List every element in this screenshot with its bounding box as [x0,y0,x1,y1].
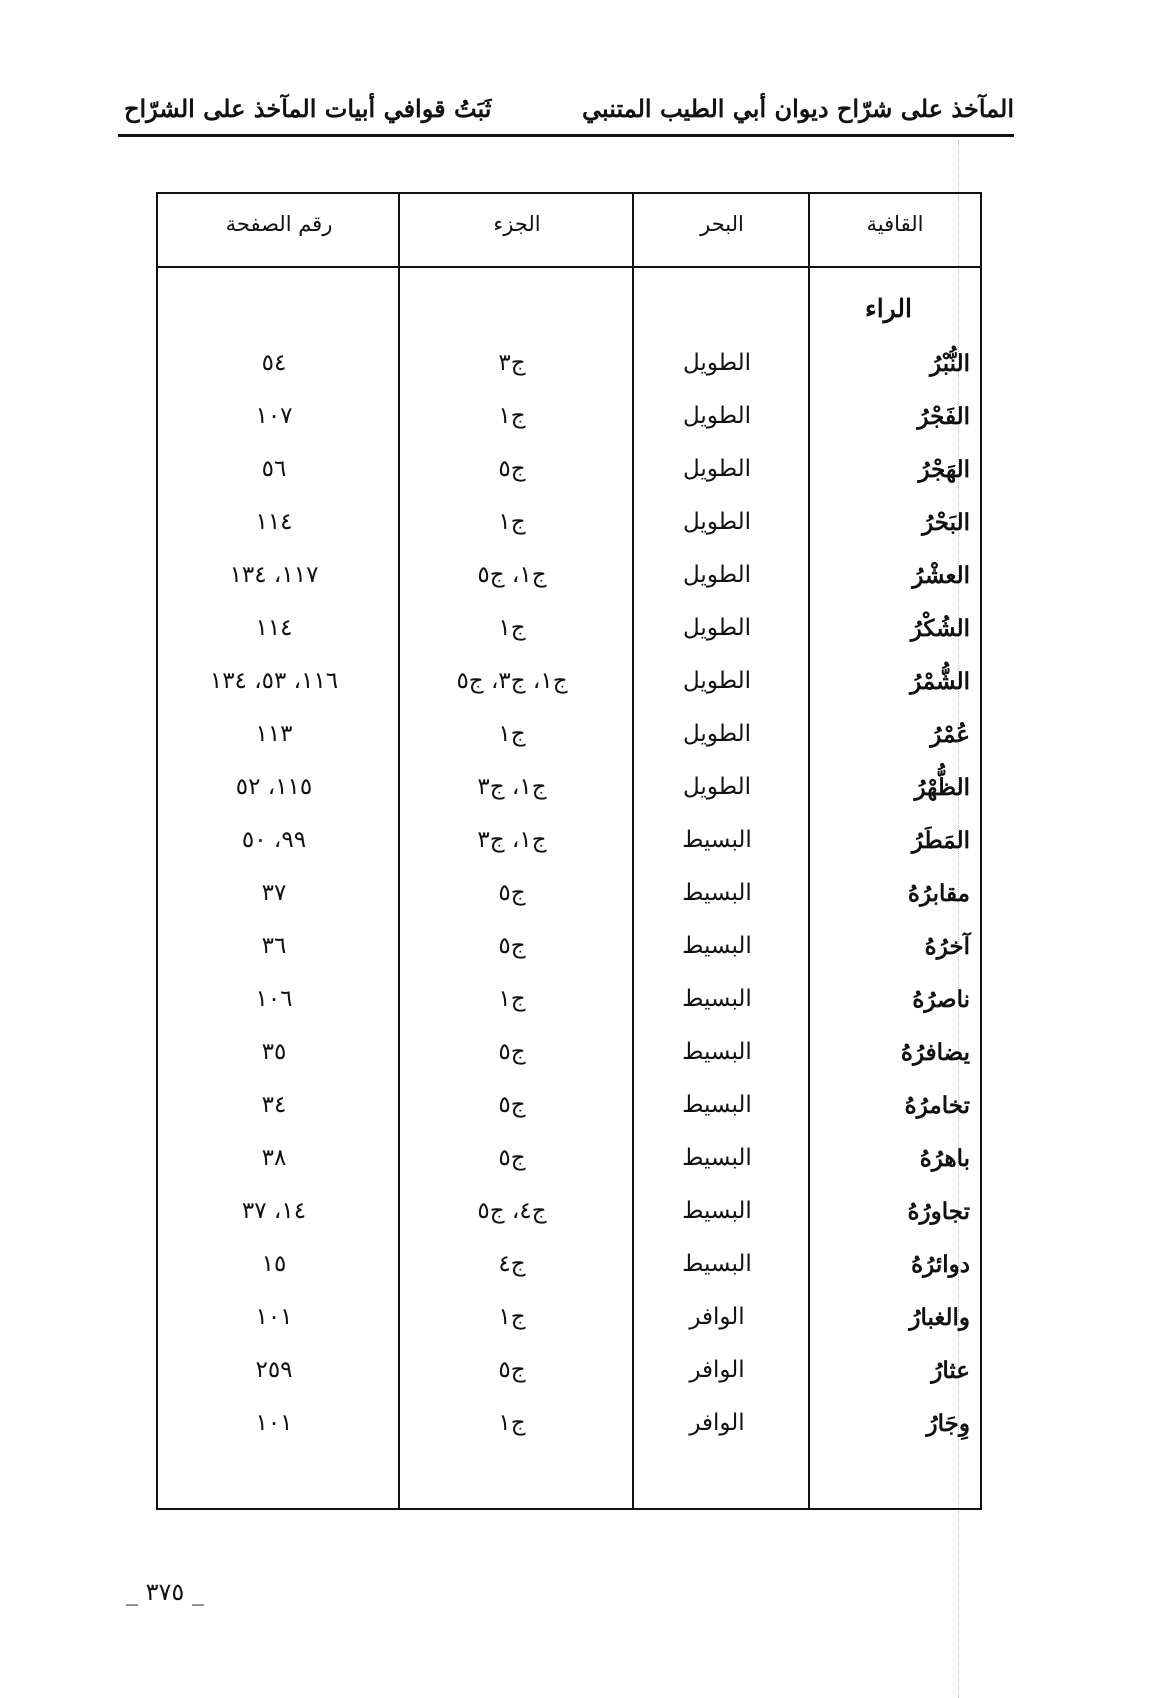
running-head-book-title: المآخذ على شرّاح ديوان أبي الطيب المتنبي [582,94,1014,123]
bahr-cell: الطويل [683,350,751,376]
bahr-cell: الطويل [683,668,751,694]
column-header-page: رقم الصفحة [225,212,333,236]
juz-cell: ج٥ [498,880,526,906]
table-row [158,1404,980,1457]
qafiya-cell: مقابرُهُ [907,880,970,907]
bahr-cell: الطويل [683,509,751,535]
page-cell: ١٠١ [255,1304,293,1330]
qafiya-cell: يضافرُهُ [900,1039,970,1066]
bahr-cell: الوافر [689,1410,745,1436]
page-cell: ٣٨ [261,1145,287,1171]
table-row [158,768,980,821]
bahr-cell: الوافر [689,1357,745,1383]
page-cell: ١٠١ [255,1410,293,1436]
page-cell: ١١٣ [255,721,293,747]
qafiya-cell: عُمْرُ [930,721,970,748]
bahr-cell: البسيط [682,880,752,906]
table-row [158,715,980,768]
juz-cell: ج١، ج٣ [477,774,547,800]
qafiya-cell: الظُّهْرُ [914,774,970,801]
juz-cell: ج١ [498,403,526,429]
juz-cell: ج١ [498,509,526,535]
juz-cell: ج١، ج٣، ج٥ [456,668,568,694]
page-cell: ١١٧، ١٣٤ [229,562,319,588]
column-header-bahr: البحر [700,212,744,236]
qafiya-cell: البَحْرُ [922,509,970,536]
page-cell: ٣٦ [261,933,287,959]
qafiya-cell: الشُّمْرُ [910,668,970,695]
juz-cell: ج١ [498,1410,526,1436]
qafiya-cell: النُّبْرُ [930,350,970,377]
table-body [158,344,980,1457]
juz-cell: ج٥ [498,456,526,482]
bahr-cell: الطويل [683,562,751,588]
qafiya-cell: العشْرُ [912,562,970,589]
section-title-ra: الراء [864,294,912,323]
qafiya-cell: آخرُهُ [924,933,970,960]
header-divider [158,266,980,268]
bahr-cell: البسيط [682,933,752,959]
bahr-cell: البسيط [682,827,752,853]
table-row [158,450,980,503]
table-row [158,662,980,715]
page-cell: ١١٤ [255,615,293,641]
table-row [158,874,980,927]
bahr-cell: البسيط [682,986,752,1012]
page-cell: ١١٦، ٥٣، ١٣٤ [209,668,339,694]
qafiya-cell: تجاورُهُ [907,1198,970,1225]
bahr-cell: البسيط [682,1039,752,1065]
column-header-qafiya: القافية [866,212,924,236]
juz-cell: ج١، ج٣ [477,827,547,853]
juz-cell: ج١ [498,615,526,641]
rhymes-table [156,192,982,1510]
bahr-cell: البسيط [682,1145,752,1171]
juz-cell: ج٥ [498,1145,526,1171]
bahr-cell: الوافر [689,1304,745,1330]
juz-cell: ج٥ [498,1092,526,1118]
qafiya-cell: باهرُهُ [919,1145,970,1172]
table-row [158,980,980,1033]
qafiya-cell: والغبارُ [909,1304,970,1331]
table-row [158,344,980,397]
bahr-cell: الطويل [683,456,751,482]
juz-cell: ج١ [498,721,526,747]
table-row [158,556,980,609]
bahr-cell: الطويل [683,403,751,429]
page-cell: ٢٥٩ [255,1357,293,1383]
qafiya-cell: المَطَرُ [911,827,970,854]
page-header [118,86,1014,137]
table-row [158,927,980,980]
table-row [158,821,980,874]
table-row [158,503,980,556]
table-row [158,1298,980,1351]
juz-cell: ج٤ [498,1251,526,1277]
juz-cell: ج٥ [498,1357,526,1383]
qafiya-cell: الهَجْرُ [918,456,970,483]
page-cell: ١١٤ [255,509,293,535]
page-cell: ٣٧ [261,880,287,906]
bahr-cell: البسيط [682,1251,752,1277]
page-cell: ٩٩، ٥٠ [241,827,307,853]
page-cell: ١٤، ٣٧ [241,1198,307,1224]
bahr-cell: البسيط [682,1092,752,1118]
page-cell: ٣٥ [261,1039,287,1065]
table-row [158,1245,980,1298]
page-cell: ١٠٦ [255,986,293,1012]
juz-cell: ج١ [498,986,526,1012]
juz-cell: ج٥ [498,1039,526,1065]
table-row [158,1351,980,1404]
page-cell: ٣٤ [261,1092,287,1118]
page-number: _ ٣٧٥ _ [126,1578,204,1606]
juz-cell: ج١، ج٥ [477,562,547,588]
qafiya-cell: تخامرُهُ [904,1092,970,1119]
page-cell: ٥٤ [261,350,287,376]
table-row [158,609,980,662]
page-cell: ١٥ [261,1251,287,1277]
qafiya-cell: الفَجْرُ [917,403,970,430]
table-row [158,1033,980,1086]
qafiya-cell: ناصرُهُ [912,986,970,1013]
table-row [158,1139,980,1192]
table-row [158,1086,980,1139]
qafiya-cell: وِجَارُ [926,1410,970,1437]
juz-cell: ج١ [498,1304,526,1330]
juz-cell: ج٤، ج٥ [477,1198,547,1224]
running-head-section-title: ثَبَتُ قوافي أبيات المآخذ على الشرّاح [124,94,492,123]
bahr-cell: الطويل [683,615,751,641]
table-row [158,1192,980,1245]
juz-cell: ج٥ [498,933,526,959]
page-cell: ١١٥، ٥٢ [235,774,313,800]
bahr-cell: الطويل [683,721,751,747]
qafiya-cell: دوائرُهُ [911,1251,970,1278]
qafiya-cell: الشُكْرُ [910,615,970,642]
bahr-cell: الطويل [683,774,751,800]
bahr-cell: البسيط [682,1198,752,1224]
page-cell: ١٠٧ [255,403,293,429]
page-cell: ٥٦ [261,456,287,482]
juz-cell: ج٣ [498,350,526,376]
table-row [158,397,980,450]
column-header-juz: الجزء [493,212,541,236]
qafiya-cell: عثارُ [931,1357,970,1384]
